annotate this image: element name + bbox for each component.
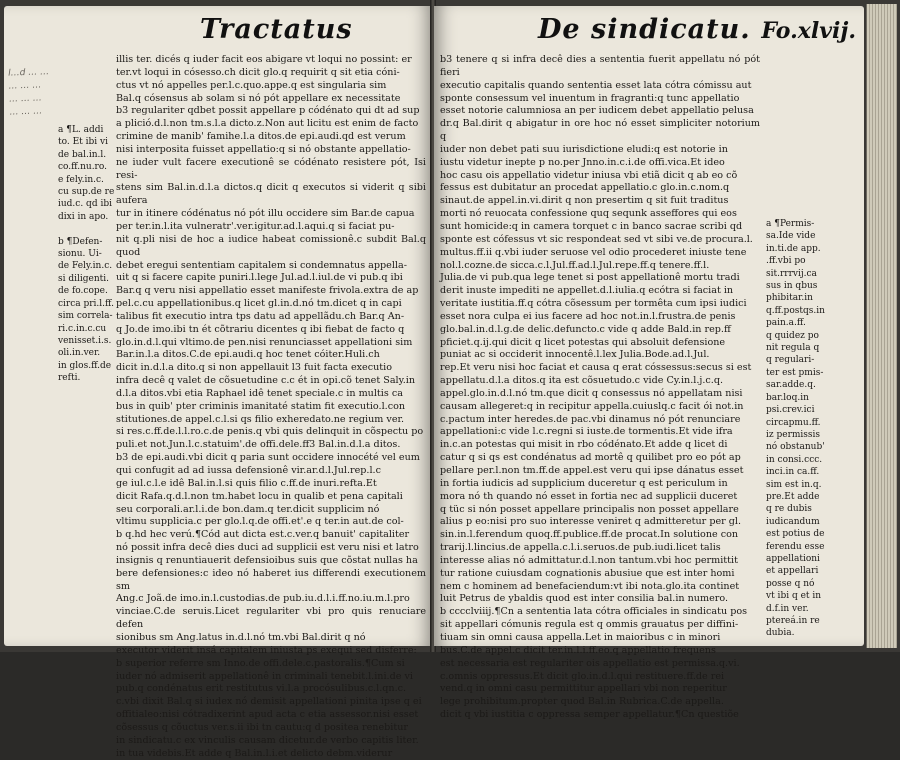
text-line: sinaut.de appel.in.vi.dirit q non presertim q sit fuit traditus [440,195,729,207]
text-line: offitialeo:nisi cótradixerint apud acta c etia assessor.nisi esset [116,709,419,721]
text-line: est necessaria est regulariter ois appellatio est permissa.q.vi. [440,657,740,669]
gloss-line: a ¶Permis- [766,219,815,229]
text-line: glo.in.d.l.qui vltimo.de pen.nisi renunciasset appellationi sim [116,336,413,348]
gloss-line: nó obstanub' [766,442,825,453]
text-line: infra decê q valet de cõsuetudine c.c ét in opi.cõ tenet Saly.in [116,375,416,387]
gloss-line: appellationi [766,553,820,564]
text-line: a plició.d.l.non tm.s.l.a dicto.z.Non aut licitu est enim de facto [116,118,419,130]
text-line: ter.vt loqui in cósesso.ch dicit glo.q requirit q sit etia cóni- [116,66,400,78]
gloss-line: nit regula q [766,343,820,354]
text-line: appellationi:c vide l.c.regni si iuste.de tormentis.Et vide ifra [440,426,733,438]
text-line: illis ter. dicés q iuder facit eos abigare vt loqui no possint: er [116,54,412,65]
text-line: sponte consessum vel inuentum in fragranti:q tunc appellatio [440,92,740,104]
text-line: catur q si qs est condénatus ad mortê q quilibet pro eo pót ap [440,452,741,464]
text-line: executio capitalis quando sententia esset lata cótra cómissu aut [440,79,752,91]
text-line: sunt homicide:q in camera torquet c in banco sacrae scribi qd [440,220,743,232]
text-line: luit Petrus de ybaldis quod est inter consilia bal.in numero. [440,593,728,605]
text-line: Bal.q cósensus ab solam si nó pót appellare ex necessitate [116,92,401,104]
text-line: morti nó reuocata confessione quq sequnk asseffores qui eos [440,208,737,220]
text-line: hoc casu ois appellatio videtur iniusa vbi etiã dicit q ab eo cõ [440,169,738,181]
text-line: nó possit infra decê dies duci ad supplicii est veru nisi et latro [116,542,419,554]
gloss-line: iud.c. qd ibi [58,199,112,210]
gloss-line: et appellari [766,566,819,577]
gloss-line: est potius de [766,529,825,540]
text-line: Bar.q q veru nisi appellatio esset manifeste frivola.extra de ap [116,285,419,297]
ink-line: … … … [9,106,43,118]
gloss-line: q quidez po [766,330,819,341]
text-line: rep.Et veru nisi hoc faciat et causa q erat cóssessus:secus si est [440,362,752,374]
gloss-line: iz permissis [766,429,821,440]
gloss-line: co.ff.nu.ro. [58,162,107,173]
gloss-line: bar.loq.in [766,392,809,403]
text-line: veritate iustitia.ff.q cótra cõsessum per tormêta cum ipsi iudici [440,298,747,310]
ink-line: … … … [8,93,42,105]
gloss-line: sionu. Ui- [58,249,102,260]
gloss-line: oli.in.ver. [58,348,101,359]
right-text-column [440,54,760,721]
gloss-line: circapmu.ff. [766,417,821,428]
text-line: stens sim Bal.in.d.l.a dictos.q dicit q executos si viderit q sibi aufera [116,182,426,207]
gloss-line: sa.Ide vide [766,231,816,242]
text-line: vend.q in omni casu permittitur appellari vbi non reperitur [440,683,727,695]
text-line: bus.C.de appel.c dicit ter.in.l.i.ff.eo.q appellatio frequens [440,644,716,656]
gloss-line: sim correla- [58,311,113,322]
text-line: executor viderit insá capitalem iniusta ps exequi sed disferre: [116,644,417,656]
gloss-line: circa pri.l.ff. [58,298,114,309]
text-line: nem c hominem ad benefaciendum:vt ibi nota.glo.ita continet [440,580,740,592]
text-line: in.c.an potestas qui misit in rbo códénato.Et adde q licet di [440,439,728,451]
text-line: glo.bal.in.d.l.g.de delic.defuncto.c vide q adde Bald.in rep.ff [440,323,731,335]
gloss-line: to. Et ibi vi [58,137,108,148]
gloss-line: ter est pmis- [766,367,824,378]
text-line: causam allegeret:q in recipitur appella.cuiuslq.c facit ói not.in [440,400,744,412]
text-line: Bar.in.l.a ditos.C.de epi.audi.q hoc tenet cóiter.Huli.ch [116,349,380,361]
text-line: esset notorie calumniosa an per iudicem debet appellatio pelusa [440,105,754,117]
gloss-line: cu sup.de re [58,187,115,198]
text-line: nisi interposita fuisset appellatio:q si nó obstante appellatio- [116,143,411,155]
text-line: cõsessus q cõuctus ver.s.ii ibi tn cautu:q d positea renebitur [116,721,408,733]
gloss-line: phibitar.in [766,293,813,304]
gloss-line: pre.Et adde [766,491,820,502]
text-line: b3 regulariter qdbet possit appellare p códénato qui dt ad sup [116,105,420,117]
folio-number: Fo.xlvij. [761,18,856,44]
text-line: multus.ff.ii q.vbi iuder seruose vel odio procederet iniuste tene [440,246,747,258]
ink-line: l…d … … [7,67,50,79]
text-line: debet eregui sententiam capitalem si condemnatus appella- [116,259,407,271]
text-line: pel.c.cu appellationibus.q licet gl.in.d.nó tm.dicet q in capi [116,298,402,310]
gloss-line: si diligenti. [58,273,109,284]
text-line: appel.glo.in.d.l.nó tm.que dicit q consessus nó appellatam nisi [440,387,743,399]
gloss-line: venisset.i.s. [58,335,112,346]
text-line: dicit in.d.l.a dito.q si non appellauit l3 fuit facta executio [116,362,392,374]
text-line: vltimu supplicia.c per glo.l.q.de offi.et'.e q ter.in aut.de col- [116,516,404,528]
text-line: iustu videtur inepte p no.per Jnno.in.c.i.de offi.vica.Et ideo [440,156,725,168]
text-line: b3 de epi.audi.vbi dicit q paria sunt occidere innocété vel eum [116,452,420,464]
text-line: sit appellari cómunis regula est q ommis grauatus per diffini- [440,619,739,631]
gloss-line: q re dubis [766,504,812,515]
text-line: derit inuste impediti ne appellet.d.l.iulia.q ecótra si faciat in [440,285,734,297]
text-line: Ang.c Joã.de imo.in.l.custodias.de pub.iu.d.l.i.ff.no.iu.m.l.pro [116,593,410,605]
text-line: bus in quib' pter criminis imanitaté statim fit executio.l.con [116,400,406,412]
text-line: b3 tenere q si infra decê dies a sententia fuerit appellatu nó pót fieri [440,54,760,78]
gloss-line: e fely.in.c. [58,174,104,185]
right-running-head: De sindicatu. [538,14,751,45]
text-line: vinciae.C.de seruis.Licet regulariter vbi pro quis renuciare defen [116,606,426,631]
gloss-line: in consi.ccc. [766,454,823,465]
left-text-column [116,54,426,759]
text-line: interesse alias nó admittatur.d.l.non tantum.vbi hoc permittit [440,554,738,566]
text-line: crimine de manib' famihe.l.a ditos.de epi.audi.qd est verum [116,131,406,143]
text-line: alius p eo:nisi pro suo interesse veniret q admitteretur per gl. [440,516,742,528]
gloss-line: pain.a.ff. [766,318,806,329]
text-line: b superior referre sm Inno.de offi.dele.c.pastoralis.¶Cum si [116,657,405,669]
text-line: c.pactum inter heredes.de pac.vbi dinamus nó pót renunciare [440,413,741,425]
text-line: Julia.de vi pub.qua lege tenet si post appellationê mortu tradi [440,272,740,284]
gloss-line: iudicandum [766,516,820,527]
text-line: iuder nó admiserit appellationê in criminali tenebit.l.ini.de vi [116,670,413,682]
gloss-line: dubia. [766,628,795,639]
left-running-head: Tractatus [200,14,353,45]
gloss-line: in glos.ff.de [58,360,112,371]
gloss-line: posse q nó [766,578,815,589]
text-line: mora nó th quando nó esset in fortia nec ad supplicii duceret [440,490,738,502]
text-line: b q.hd hec verú.¶Cód aut dicta est.c.ver.q banuit' capitaliter [116,529,410,541]
gloss-line: ptereá.in re [766,616,820,626]
text-line: c.vbi dixit Bal.q si iudex nó demisit appellationi pinita ipse q ei [116,696,422,708]
text-line: tur ratione cuiusdam cognationis abusiue que est inter homi [440,567,735,579]
text-line: per ter.in.l.ita vulneratr'.ver.igitur.ad.l.aqui.q si faciat pu- [116,220,395,232]
text-line: nol.l.cozne.de sicca.c.l.Jul.ff.ad.l.Jul.repe.ff.q tenere.ff.l. [440,259,710,271]
gloss-line: vt ibi q et in [766,591,822,602]
text-line: puli.et not.Jun.l.c.statuim'.de offi.dele.ff3 Bal.in.d.l.a ditos. [116,439,401,451]
text-line: appellatu.d.l.a ditos.q ita est cõsuetudo.c vide Cy.in.l.j.c.q. [440,375,724,387]
text-line: si res.c.ff.de.l.l.ro.c.de penis.q vbi quis delinquit in cõspectu po [116,426,424,438]
ink-line: … … … [8,80,42,92]
text-line: pficiet.q.ij.qui dicit q licet potestas qui absoluit defensione [440,336,726,348]
gloss-line: ri.c.in.c.cu [58,323,107,334]
text-line: in sindicatu.c ex vinculis causam dicetur.de verbo capitis liter. [116,734,419,746]
gloss-line: de fo.cope. [58,286,108,297]
text-line: nit q.pli nisi de hoc a iudice habeat comissionê.c subdit Bal.q quod [116,233,426,258]
text-line: q tüc si nón posset appellare principalis non posset appellare [440,503,739,515]
text-line: talibus fit executio intra tps datu ad appellãdu.ch Bar.q An- [116,310,405,322]
page-edges [866,4,897,648]
gloss-line: sar.adde.q. [766,380,816,391]
gloss-line: de bal.in.l. [58,149,107,160]
text-line: pub.q condénatus erit restitutus vi.l.a procósulibus.c.l.qn.c. [116,683,407,695]
text-line: puniat ac si occiderit innocentê.l.lex Julia.Bode.ad.l.Jul. [440,349,710,361]
text-line: uit q si facere capite puniri.l.lege Jul.ad.l.iul.de vi pub.q ibi [116,272,403,284]
text-line: seu corporali.ar.l.i.de bon.dam.q ter.dicit supplicim nó [116,503,380,515]
left-margin-glosses [58,124,116,624]
text-line: lege prohibitum.propter quod Bal.in Rubrica.C.de appella. [440,696,724,708]
gloss-line: inci.in ca.ff. [766,467,820,478]
text-line: fessus est dubitatur an procedat appellatio.c glo.in.c.nom.q [440,182,730,194]
right-margin-glosses [766,218,862,638]
text-line: q Jo.de imo.ibi tn ét cõtrariu dicentes q ibi fiebat de facto q [116,323,405,335]
gloss-line: a ¶L. addi [58,125,104,135]
text-line: ne iuder vult facere executionê se códénato resistere pót, Isi resi- [116,156,426,181]
gloss-line: dixi in apo. [58,211,109,222]
gloss-line: ferendu esse [766,541,825,552]
text-line: dicit Rafa.q.d.l.non tm.habet locu in qualib et pena capitali [116,490,403,502]
gloss-line: b ¶Defen- [58,236,103,247]
gloss-line: psi.crev.ici [766,405,815,416]
text-line: dicit q vbi iustitia c oppressa semper appellatur.¶Cn questiõe [440,709,739,721]
text-line: sionibus sm Ang.latus in.d.l.nó tm.vbi Bal.dirit q nó [116,631,366,643]
gloss-line: d.f.in ver. [766,603,809,614]
text-line: tur in itinere códénatus nó pót illu occidere sim Bar.de capua [116,208,415,220]
text-line: pellare per.l.non tm.ff.de appel.est veru qui ipse dánatus esset [440,465,744,476]
gloss-line: sit.rrrvij.ca [766,268,817,279]
gloss-line: de Fely.in.c. [58,261,113,272]
text-line: sponte est cófessus vt sic respondeat sed vt sibi ve.de procura.l. [440,233,753,245]
right-page [434,6,864,721]
gloss-line: sus in qbus [766,281,818,292]
text-line: esset nora culpa ei ius facere ad hoc not.in.l.frustra.de penis [440,310,736,322]
gloss-line: refti. [58,373,81,384]
text-line: sin.in.l.ferendum quoq.ff.publice.ff.de procat.In solutione con [440,529,739,541]
text-line: d.l.a ditos.vbi etia Raphael idê tenet speciale.c in multis ca [116,387,403,399]
text-line: in fortia iudicis ad supplicium duceretur q est periculum in [440,477,728,489]
text-line: in tua videbis.Et adde q Bal.in.l.i.et delicto debm.viderur [116,747,393,759]
text-line: dr.q Bal.dirit q abigatur in ore hoc nó esset simpliciter notorium q [440,118,760,143]
text-line: iuder non debet pati suu iurisdictione eludi:q est notorie in [440,143,728,155]
gloss-line: in.ti.de app. [766,243,821,254]
gloss-line [58,223,116,235]
text-line: insignis q renuntiauerit defensioibus suis que cõstat nullas ha [116,554,418,566]
left-page [4,6,432,759]
gloss-line: q.ff.postqs.in [766,305,825,316]
text-line: c.omnis oppressus.Et dicit glo.in.d.l.qui restituere.ff.de rei [440,670,725,682]
text-line: stitutiones.de appel.c.l.si qs filio exheredato.ne regium ver. [116,413,405,425]
gloss-line: q regulari- [766,355,815,366]
text-line: bere defensiones:c ideo nó haberet ius differendi executionem sm [116,567,426,592]
text-line: ctus vt nó appelles per.l.c.quo.appe.q est singularia sim [116,79,387,91]
text-line: b cccclviiij.¶Cn a sententia lata cótra officiales in sindicatu pos [440,606,748,618]
text-line: qui confugit ad ad iussa defensionê vir.ar.d.l.Jul.rep.l.c [116,465,381,476]
gloss-line: .ff.vbi po [766,256,806,267]
gloss-line: sim est in.q. [766,479,822,490]
text-line: trarij.l.lincius.de appella.c.l.i.seruos.de pub.iudi.licet talis [440,542,721,554]
text-line: ge iul.c.l.e idê Bal.in.l.si quis filio c.ff.de inuri.refta.Et [116,477,377,489]
text-line: tiuam sin omni causa appella.Let in maioribus c in minori [440,631,721,643]
